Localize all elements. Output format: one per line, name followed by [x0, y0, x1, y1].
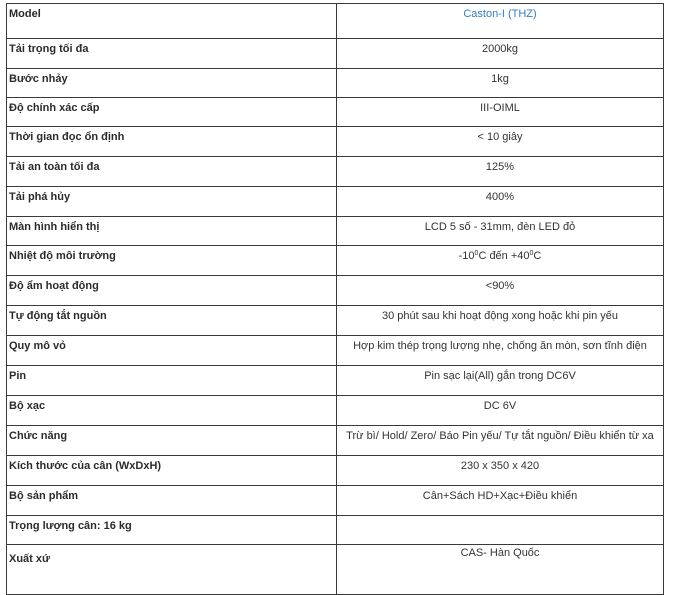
spec-row-model [7, 4, 664, 39]
spec-value: 400% [337, 187, 664, 217]
spec-row-battery [7, 366, 664, 396]
spec-row-ultimate-load [7, 187, 664, 217]
spec-label: Tải phá hủy [7, 187, 337, 217]
spec-row-origin [7, 545, 664, 595]
spec-label: Nhiệt độ môi trường [7, 246, 337, 276]
spec-label: Kích thước của cân (WxDxH) [7, 456, 337, 486]
spec-row-package [7, 486, 664, 516]
spec-label: Độ chính xác cấp [7, 98, 337, 127]
spec-row-temperature [7, 246, 664, 276]
spec-label: Model [7, 4, 337, 39]
spec-value: 125% [337, 157, 664, 187]
spec-value: 230 x 350 x 420 [337, 456, 664, 486]
spec-row-humidity [7, 276, 664, 306]
spec-row-dimensions [7, 456, 664, 486]
spec-value: LCD 5 số - 31mm, đèn LED đỏ [337, 217, 664, 246]
spec-label: Bộ sản phẩm [7, 486, 337, 516]
spec-row-max-load [7, 39, 664, 69]
spec-row-increment [7, 69, 664, 98]
spec-value [337, 516, 664, 545]
spec-table [6, 3, 664, 595]
spec-label: Thời gian đọc ổn định [7, 127, 337, 157]
spec-value: 30 phút sau khi hoạt động xong hoặc khi pin yếu [337, 306, 664, 336]
spec-label: Màn hình hiển thị [7, 217, 337, 246]
spec-value-temperature: $-10^0C$ đến $+40^0C$ [337, 246, 664, 276]
spec-row-housing [7, 336, 664, 366]
spec-row-auto-off [7, 306, 664, 336]
spec-row-stable-time [7, 127, 664, 157]
spec-value: Cân+Sách HD+Xạc+Điều khiển [337, 486, 664, 516]
spec-label: Xuất xứ [7, 545, 337, 595]
spec-label: Tự động tắt nguồn [7, 306, 337, 336]
spec-value: Hợp kim thép trọng lượng nhẹ, chống ăn mòn, sơn tĩnh điện [337, 336, 664, 366]
spec-label: Tải trọng tối đa [7, 39, 337, 69]
spec-label: Trọng lượng cân: 16 kg [7, 516, 337, 545]
spec-value: III-OIML [337, 98, 664, 127]
spec-value-model: Caston-I (THZ) [337, 4, 664, 39]
spec-row-safe-load [7, 157, 664, 187]
spec-row-display [7, 217, 664, 246]
spec-value: Trừ bì/ Hold/ Zero/ Báo Pin yếu/ Tự tắt nguồn/ Điều khiển từ xa [337, 426, 664, 456]
spec-label: Quy mô vỏ [7, 336, 337, 366]
spec-value: < 10 giây [337, 127, 664, 157]
spec-value: <90% [337, 276, 664, 306]
spec-value: DC 6V [337, 396, 664, 426]
spec-label: Độ ẩm hoạt động [7, 276, 337, 306]
spec-value: 2000kg [337, 39, 664, 69]
spec-row-charger [7, 396, 664, 426]
spec-label: Bộ xạc [7, 396, 337, 426]
spec-value: Pin sạc lại(All) gắn trong DC6V [337, 366, 664, 396]
spec-value: 1kg [337, 69, 664, 98]
spec-value: CAS- Hàn Quốc [337, 545, 664, 595]
spec-row-weight [7, 516, 664, 545]
spec-row-functions [7, 426, 664, 456]
spec-label: Pin [7, 366, 337, 396]
spec-label: Bước nhảy [7, 69, 337, 98]
spec-label: Tải an toàn tối đa [7, 157, 337, 187]
spec-row-accuracy [7, 98, 664, 127]
spec-label: Chức năng [7, 426, 337, 456]
